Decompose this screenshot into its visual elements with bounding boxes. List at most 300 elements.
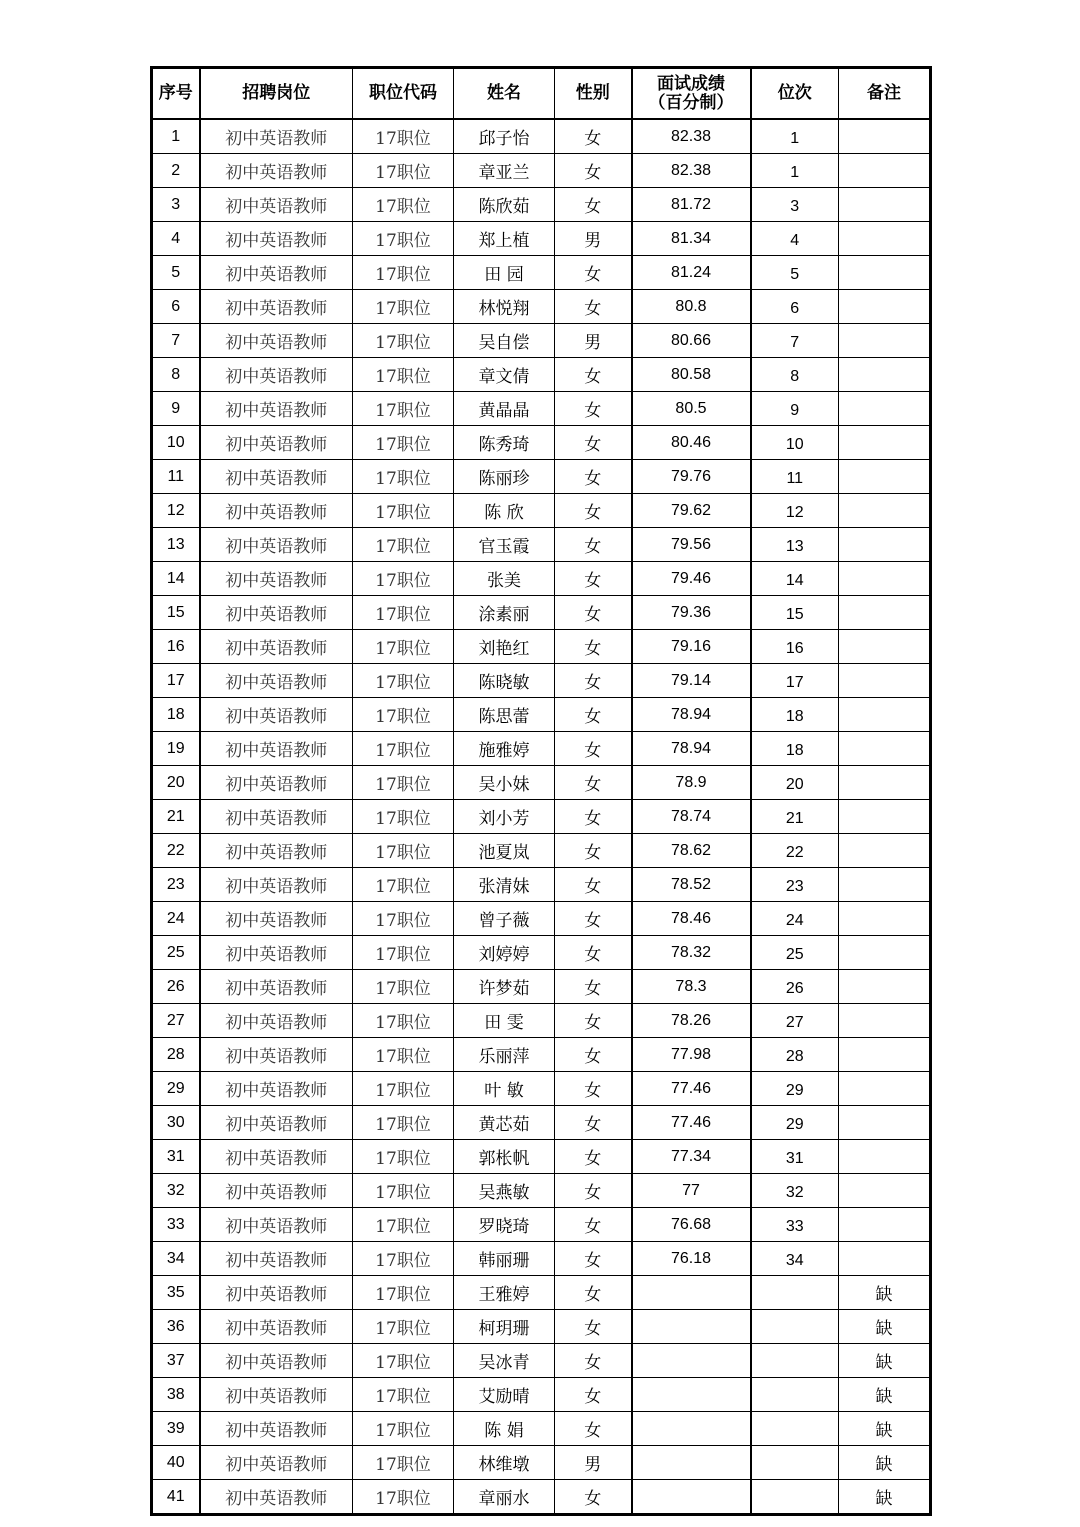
cell-post: 初中英语教师 <box>200 936 353 970</box>
cell-score <box>632 1446 751 1480</box>
cell-rank: 32 <box>751 1174 839 1208</box>
table-row <box>152 154 931 188</box>
cell-seq: 27 <box>152 1004 200 1038</box>
cell-gender: 女 <box>555 1480 632 1515</box>
cell-score <box>632 1276 751 1310</box>
cell-code: 17职位 <box>353 222 454 256</box>
cell-name: 王雅婷 <box>454 1276 555 1310</box>
cell-post: 初中英语教师 <box>200 1242 353 1276</box>
cell-note <box>839 290 931 324</box>
cell-post: 初中英语教师 <box>200 290 353 324</box>
cell-score: 78.26 <box>632 1004 751 1038</box>
cell-note <box>839 1174 931 1208</box>
cell-seq: 18 <box>152 698 200 732</box>
table-row <box>152 1072 931 1106</box>
cell-gender: 女 <box>555 1412 632 1446</box>
cell-seq: 37 <box>152 1344 200 1378</box>
table-row <box>152 1480 931 1515</box>
cell-post: 初中英语教师 <box>200 1378 353 1412</box>
cell-name: 涂素丽 <box>454 596 555 630</box>
table-row <box>152 936 931 970</box>
header-row <box>152 68 931 120</box>
cell-name: 田 园 <box>454 256 555 290</box>
cell-gender: 女 <box>555 1106 632 1140</box>
table-row <box>152 766 931 800</box>
cell-post: 初中英语教师 <box>200 800 353 834</box>
cell-code: 17职位 <box>353 494 454 528</box>
cell-note: 缺 <box>839 1276 931 1310</box>
cell-rank: 27 <box>751 1004 839 1038</box>
cell-name: 陈丽珍 <box>454 460 555 494</box>
cell-code: 17职位 <box>353 1446 454 1480</box>
cell-note <box>839 1038 931 1072</box>
table-row <box>152 392 931 426</box>
cell-code: 17职位 <box>353 426 454 460</box>
header-note: 备注 <box>839 68 931 120</box>
table-row <box>152 1004 931 1038</box>
cell-gender: 女 <box>555 119 632 154</box>
table-row <box>152 868 931 902</box>
cell-name: 吴燕敏 <box>454 1174 555 1208</box>
cell-post: 初中英语教师 <box>200 1446 353 1480</box>
table-row <box>152 1038 931 1072</box>
cell-name: 黄晶晶 <box>454 392 555 426</box>
cell-score: 77.46 <box>632 1106 751 1140</box>
cell-seq: 5 <box>152 256 200 290</box>
cell-post: 初中英语教师 <box>200 1412 353 1446</box>
cell-name: 柯玥珊 <box>454 1310 555 1344</box>
cell-rank: 34 <box>751 1242 839 1276</box>
cell-seq: 3 <box>152 188 200 222</box>
cell-gender: 女 <box>555 1208 632 1242</box>
cell-rank: 31 <box>751 1140 839 1174</box>
cell-post: 初中英语教师 <box>200 256 353 290</box>
cell-seq: 29 <box>152 1072 200 1106</box>
cell-note: 缺 <box>839 1446 931 1480</box>
cell-note: 缺 <box>839 1480 931 1515</box>
cell-gender: 女 <box>555 358 632 392</box>
cell-note <box>839 562 931 596</box>
cell-score: 78.74 <box>632 800 751 834</box>
cell-name: 章文倩 <box>454 358 555 392</box>
cell-name: 陈思蕾 <box>454 698 555 732</box>
cell-post: 初中英语教师 <box>200 562 353 596</box>
cell-rank <box>751 1310 839 1344</box>
table-row <box>152 460 931 494</box>
cell-rank: 16 <box>751 630 839 664</box>
cell-note <box>839 834 931 868</box>
cell-seq: 39 <box>152 1412 200 1446</box>
cell-gender: 女 <box>555 902 632 936</box>
cell-seq: 10 <box>152 426 200 460</box>
cell-score: 81.34 <box>632 222 751 256</box>
cell-post: 初中英语教师 <box>200 732 353 766</box>
cell-seq: 20 <box>152 766 200 800</box>
cell-seq: 26 <box>152 970 200 1004</box>
cell-score: 79.62 <box>632 494 751 528</box>
cell-note <box>839 868 931 902</box>
cell-score: 77 <box>632 1174 751 1208</box>
cell-gender: 女 <box>555 1038 632 1072</box>
cell-gender: 女 <box>555 290 632 324</box>
cell-note <box>839 800 931 834</box>
cell-rank: 20 <box>751 766 839 800</box>
cell-code: 17职位 <box>353 392 454 426</box>
cell-name: 张美 <box>454 562 555 596</box>
cell-gender: 女 <box>555 1310 632 1344</box>
header-post: 招聘岗位 <box>200 68 353 120</box>
table-row <box>152 528 931 562</box>
cell-code: 17职位 <box>353 460 454 494</box>
cell-gender: 女 <box>555 1242 632 1276</box>
cell-seq: 8 <box>152 358 200 392</box>
cell-post: 初中英语教师 <box>200 460 353 494</box>
cell-gender: 女 <box>555 562 632 596</box>
cell-note <box>839 596 931 630</box>
cell-code: 17职位 <box>353 358 454 392</box>
cell-post: 初中英语教师 <box>200 1480 353 1515</box>
cell-rank <box>751 1412 839 1446</box>
table-row <box>152 290 931 324</box>
cell-code: 17职位 <box>353 528 454 562</box>
cell-score: 78.94 <box>632 698 751 732</box>
cell-gender: 女 <box>555 256 632 290</box>
cell-rank: 1 <box>751 119 839 154</box>
cell-gender: 女 <box>555 1378 632 1412</box>
cell-name: 田 雯 <box>454 1004 555 1038</box>
cell-code: 17职位 <box>353 1276 454 1310</box>
cell-name: 陈 娟 <box>454 1412 555 1446</box>
cell-name: 刘艳红 <box>454 630 555 664</box>
cell-code: 17职位 <box>353 1140 454 1174</box>
table-row <box>152 902 931 936</box>
table-row <box>152 1174 931 1208</box>
cell-code: 17职位 <box>353 1310 454 1344</box>
cell-gender: 女 <box>555 1344 632 1378</box>
cell-rank: 3 <box>751 188 839 222</box>
cell-note <box>839 902 931 936</box>
cell-rank: 1 <box>751 154 839 188</box>
table-row <box>152 698 931 732</box>
cell-rank <box>751 1480 839 1515</box>
cell-note <box>839 630 931 664</box>
cell-seq: 16 <box>152 630 200 664</box>
cell-gender: 女 <box>555 1072 632 1106</box>
cell-post: 初中英语教师 <box>200 834 353 868</box>
cell-rank: 29 <box>751 1072 839 1106</box>
cell-seq: 19 <box>152 732 200 766</box>
cell-rank: 12 <box>751 494 839 528</box>
cell-rank: 22 <box>751 834 839 868</box>
cell-score: 80.46 <box>632 426 751 460</box>
cell-rank: 10 <box>751 426 839 460</box>
table-row <box>152 664 931 698</box>
table-row <box>152 1344 931 1378</box>
cell-name: 郭枨帆 <box>454 1140 555 1174</box>
cell-code: 17职位 <box>353 936 454 970</box>
cell-score: 79.36 <box>632 596 751 630</box>
cell-post: 初中英语教师 <box>200 698 353 732</box>
cell-score <box>632 1480 751 1515</box>
cell-seq: 35 <box>152 1276 200 1310</box>
cell-code: 17职位 <box>353 596 454 630</box>
cell-gender: 女 <box>555 800 632 834</box>
cell-rank: 9 <box>751 392 839 426</box>
cell-post: 初中英语教师 <box>200 902 353 936</box>
table-row <box>152 1412 931 1446</box>
cell-code: 17职位 <box>353 1174 454 1208</box>
cell-gender: 女 <box>555 936 632 970</box>
score-table <box>150 66 932 1516</box>
cell-code: 17职位 <box>353 698 454 732</box>
table-row <box>152 1276 931 1310</box>
cell-rank: 29 <box>751 1106 839 1140</box>
cell-post: 初中英语教师 <box>200 970 353 1004</box>
cell-note <box>839 528 931 562</box>
cell-seq: 17 <box>152 664 200 698</box>
cell-score: 80.5 <box>632 392 751 426</box>
cell-gender: 女 <box>555 528 632 562</box>
cell-code: 17职位 <box>353 902 454 936</box>
cell-rank: 5 <box>751 256 839 290</box>
cell-post: 初中英语教师 <box>200 324 353 358</box>
cell-score: 80.58 <box>632 358 751 392</box>
cell-seq: 41 <box>152 1480 200 1515</box>
table-row <box>152 630 931 664</box>
cell-code: 17职位 <box>353 970 454 1004</box>
table-row <box>152 732 931 766</box>
cell-code: 17职位 <box>353 1378 454 1412</box>
cell-seq: 15 <box>152 596 200 630</box>
table-row <box>152 188 931 222</box>
cell-score: 77.34 <box>632 1140 751 1174</box>
cell-note <box>839 1106 931 1140</box>
cell-gender: 女 <box>555 732 632 766</box>
cell-gender: 女 <box>555 766 632 800</box>
cell-gender: 女 <box>555 868 632 902</box>
cell-seq: 21 <box>152 800 200 834</box>
cell-post: 初中英语教师 <box>200 868 353 902</box>
cell-name: 郑上植 <box>454 222 555 256</box>
cell-rank: 33 <box>751 1208 839 1242</box>
cell-code: 17职位 <box>353 290 454 324</box>
cell-rank <box>751 1378 839 1412</box>
cell-post: 初中英语教师 <box>200 426 353 460</box>
cell-name: 邱子怡 <box>454 119 555 154</box>
cell-gender: 女 <box>555 1276 632 1310</box>
cell-gender: 女 <box>555 460 632 494</box>
cell-seq: 22 <box>152 834 200 868</box>
cell-score: 82.38 <box>632 154 751 188</box>
cell-code: 17职位 <box>353 1242 454 1276</box>
cell-score <box>632 1344 751 1378</box>
cell-name: 林悦翔 <box>454 290 555 324</box>
cell-post: 初中英语教师 <box>200 1106 353 1140</box>
cell-note <box>839 936 931 970</box>
cell-code: 17职位 <box>353 324 454 358</box>
cell-score: 79.46 <box>632 562 751 596</box>
cell-rank: 18 <box>751 732 839 766</box>
cell-seq: 4 <box>152 222 200 256</box>
cell-gender: 男 <box>555 222 632 256</box>
cell-code: 17职位 <box>353 1412 454 1446</box>
cell-post: 初中英语教师 <box>200 1208 353 1242</box>
cell-score: 79.76 <box>632 460 751 494</box>
cell-gender: 女 <box>555 188 632 222</box>
header-score-line1: 面试成绩 <box>657 73 725 94</box>
cell-post: 初中英语教师 <box>200 1344 353 1378</box>
cell-post: 初中英语教师 <box>200 766 353 800</box>
cell-score: 79.14 <box>632 664 751 698</box>
cell-gender: 女 <box>555 834 632 868</box>
cell-gender: 女 <box>555 154 632 188</box>
cell-post: 初中英语教师 <box>200 1004 353 1038</box>
cell-rank <box>751 1276 839 1310</box>
cell-note <box>839 392 931 426</box>
cell-score: 78.94 <box>632 732 751 766</box>
cell-gender: 女 <box>555 596 632 630</box>
cell-gender: 女 <box>555 698 632 732</box>
cell-note <box>839 698 931 732</box>
cell-score <box>632 1310 751 1344</box>
cell-seq: 9 <box>152 392 200 426</box>
header-gender: 性别 <box>555 68 632 120</box>
cell-gender: 女 <box>555 1174 632 1208</box>
cell-code: 17职位 <box>353 1344 454 1378</box>
table-row <box>152 1378 931 1412</box>
cell-rank: 24 <box>751 902 839 936</box>
cell-name: 吴小妹 <box>454 766 555 800</box>
cell-rank: 11 <box>751 460 839 494</box>
cell-post: 初中英语教师 <box>200 528 353 562</box>
cell-note <box>839 766 931 800</box>
cell-note <box>839 119 931 154</box>
cell-note <box>839 426 931 460</box>
cell-seq: 1 <box>152 119 200 154</box>
cell-score: 80.66 <box>632 324 751 358</box>
table-row <box>152 1446 931 1480</box>
cell-seq: 25 <box>152 936 200 970</box>
cell-score: 79.56 <box>632 528 751 562</box>
table-row <box>152 426 931 460</box>
cell-gender: 男 <box>555 1446 632 1480</box>
cell-code: 17职位 <box>353 630 454 664</box>
cell-code: 17职位 <box>353 154 454 188</box>
cell-code: 17职位 <box>353 1072 454 1106</box>
cell-gender: 女 <box>555 630 632 664</box>
cell-name: 池夏岚 <box>454 834 555 868</box>
cell-score: 76.68 <box>632 1208 751 1242</box>
table-row <box>152 1208 931 1242</box>
cell-code: 17职位 <box>353 1106 454 1140</box>
cell-seq: 11 <box>152 460 200 494</box>
cell-post: 初中英语教师 <box>200 222 353 256</box>
cell-code: 17职位 <box>353 1208 454 1242</box>
cell-gender: 女 <box>555 970 632 1004</box>
cell-name: 罗晓琦 <box>454 1208 555 1242</box>
cell-gender: 女 <box>555 494 632 528</box>
cell-gender: 男 <box>555 324 632 358</box>
cell-post: 初中英语教师 <box>200 664 353 698</box>
cell-note: 缺 <box>839 1344 931 1378</box>
cell-seq: 31 <box>152 1140 200 1174</box>
cell-note <box>839 1242 931 1276</box>
cell-name: 陈秀琦 <box>454 426 555 460</box>
cell-score: 77.98 <box>632 1038 751 1072</box>
cell-name: 陈 欣 <box>454 494 555 528</box>
cell-seq: 32 <box>152 1174 200 1208</box>
cell-rank <box>751 1344 839 1378</box>
cell-code: 17职位 <box>353 800 454 834</box>
table-row <box>152 119 931 154</box>
cell-note <box>839 188 931 222</box>
cell-code: 17职位 <box>353 1038 454 1072</box>
cell-code: 17职位 <box>353 1004 454 1038</box>
cell-name: 陈欣茹 <box>454 188 555 222</box>
cell-name: 陈晓敏 <box>454 664 555 698</box>
cell-rank: 8 <box>751 358 839 392</box>
cell-post: 初中英语教师 <box>200 1038 353 1072</box>
cell-post: 初中英语教师 <box>200 188 353 222</box>
header-code: 职位代码 <box>353 68 454 120</box>
cell-note: 缺 <box>839 1412 931 1446</box>
cell-post: 初中英语教师 <box>200 1310 353 1344</box>
cell-rank: 23 <box>751 868 839 902</box>
table-body <box>152 119 931 1515</box>
cell-note: 缺 <box>839 1310 931 1344</box>
cell-name: 吴冰青 <box>454 1344 555 1378</box>
cell-gender: 女 <box>555 664 632 698</box>
cell-seq: 34 <box>152 1242 200 1276</box>
cell-note <box>839 154 931 188</box>
cell-name: 吴自偿 <box>454 324 555 358</box>
table-row <box>152 494 931 528</box>
cell-code: 17职位 <box>353 119 454 154</box>
cell-score: 78.52 <box>632 868 751 902</box>
table-row <box>152 834 931 868</box>
cell-seq: 12 <box>152 494 200 528</box>
table-row <box>152 324 931 358</box>
cell-rank: 4 <box>751 222 839 256</box>
cell-score: 79.16 <box>632 630 751 664</box>
cell-rank: 14 <box>751 562 839 596</box>
cell-rank: 6 <box>751 290 839 324</box>
cell-score <box>632 1378 751 1412</box>
cell-code: 17职位 <box>353 562 454 596</box>
table-row <box>152 1310 931 1344</box>
cell-score: 76.18 <box>632 1242 751 1276</box>
cell-name: 张清妹 <box>454 868 555 902</box>
cell-score: 81.24 <box>632 256 751 290</box>
cell-seq: 2 <box>152 154 200 188</box>
cell-score: 77.46 <box>632 1072 751 1106</box>
cell-name: 艾励晴 <box>454 1378 555 1412</box>
cell-post: 初中英语教师 <box>200 1072 353 1106</box>
table-row <box>152 1106 931 1140</box>
cell-gender: 女 <box>555 426 632 460</box>
cell-note <box>839 1072 931 1106</box>
cell-post: 初中英语教师 <box>200 1140 353 1174</box>
cell-note <box>839 460 931 494</box>
cell-seq: 14 <box>152 562 200 596</box>
header-seq: 序号 <box>152 68 200 120</box>
cell-note <box>839 970 931 1004</box>
table-row <box>152 1140 931 1174</box>
cell-seq: 33 <box>152 1208 200 1242</box>
cell-seq: 38 <box>152 1378 200 1412</box>
cell-code: 17职位 <box>353 1480 454 1515</box>
cell-post: 初中英语教师 <box>200 119 353 154</box>
